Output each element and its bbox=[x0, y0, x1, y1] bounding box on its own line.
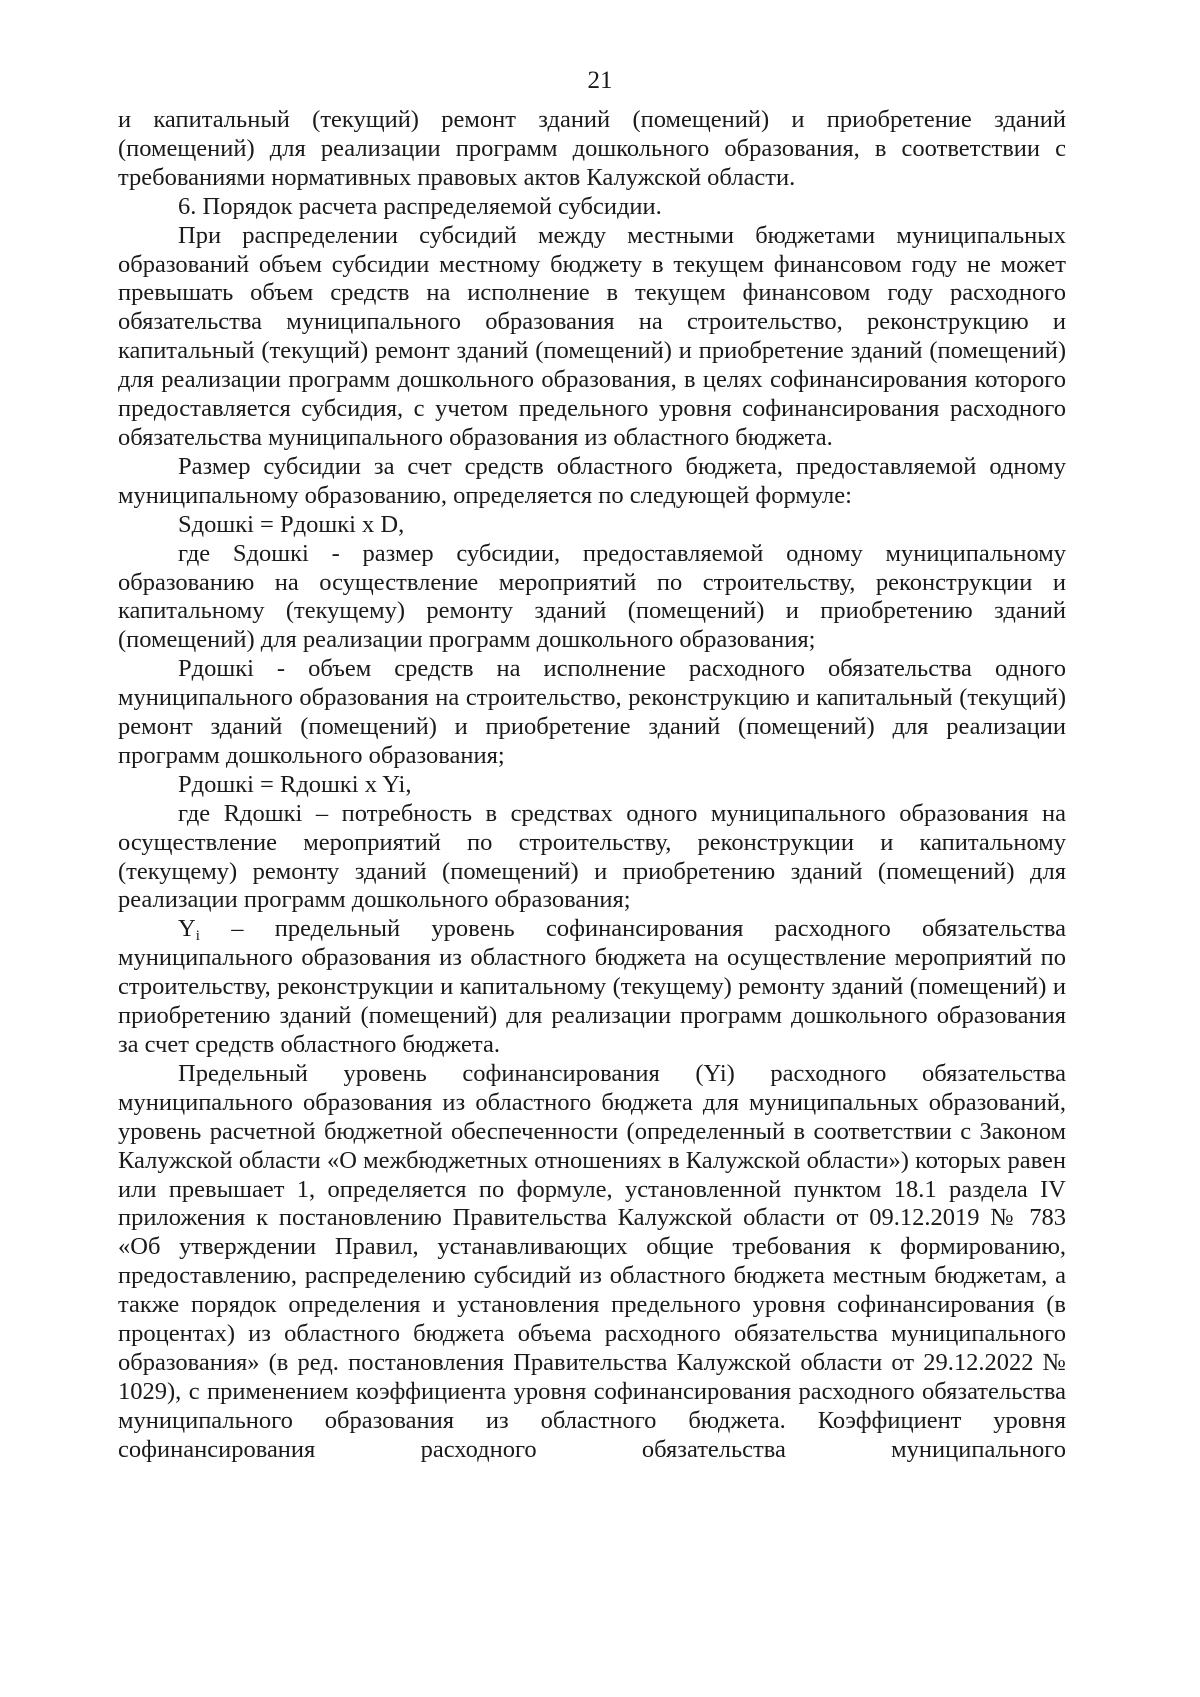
paragraph-p-definition: Pдошкi - объем средств на исполнение расходного обязательства одного муниципального образования на строительство, реконструкцию и капитальный (текущий) ремонт зданий (помещений) и приобретение зданий (помещений) для реализации программ дошкольного образования; bbox=[118, 655, 1066, 769]
paragraph-distribution-rule: При распределении субсидий между местными бюджетами муниципальных образований объем субсидии местному бюджету в текущем финансовом году не может превышать объем средств на исполнение в текущем финансовом году расходного обязательства муниципального образования на строительство, реконструкцию и капитальный (текущий) ремонт зданий (помещений) и приобретение зданий (помещений) для реализации программ дошкольного образования, в целях софинансирования которого предоставляется субсидия, с учетом предельного уровня софинансирования расходного обязательства муниципального образования из областного бюджета. bbox=[118, 221, 1066, 451]
document-body bbox=[118, 106, 1066, 1465]
paragraph-continuation: и капитальный (текущий) ремонт зданий (помещений) и приобретение зданий (помещений) для реализации программ дошкольного образования, в соответствии с требованиями нормативных правовых актов Калужской области. bbox=[118, 106, 1066, 191]
page-number: 21 bbox=[587, 67, 613, 94]
y-definition-text: – предельный уровень софинансирования расходного обязательства муниципального образования из областного бюджета на осуществление мероприятий по строительству, реконструкции и капитальному (текущему) ремонту зданий (помещений) и приобретению зданий (помещений) для реализации программ дошкольного образования за счет средств областного бюджета. bbox=[118, 915, 1066, 1058]
paragraph-y-definition bbox=[118, 915, 1066, 1060]
paragraph-s-definition: где Sдошкi - размер субсидии, предоставляемой одному муниципальному образованию на осуществление мероприятий по строительству, реконструкции и капитальному (текущему) ремонту зданий (помещений) и приобретению зданий (помещений) для реализации программ дошкольного образования; bbox=[118, 539, 1066, 654]
formula-p-doshk: Pдошкi = Rдошкi x Yi, bbox=[178, 770, 412, 798]
section-heading-6: 6. Порядок расчета распределяемой субсидии. bbox=[178, 192, 662, 220]
formula-s-doshk: Sдошкi = Pдошкi x D, bbox=[178, 510, 405, 538]
y-subscript: i bbox=[195, 928, 200, 945]
paragraph-cofinancing-level: Предельный уровень софинансирования (Yi) расходного обязательства муниципального образования из областного бюджета для муниципальных образований, уровень расчетной бюджетной обеспеченности (определенный в соответствии с Законом Калужской области «О межбюджетных отношениях в Калужской области») которых равен или превышает 1, определяется по формуле, установленной пунктом 18.1 раздела IV приложения к постановлению Правительства Калужской области от 09.12.2019 № 783 «Об утверждении Правил, устанавливающих общие требования к формированию, предоставлению, распределению субсидий из областного бюджета местным бюджетам, а также порядок определения и установления предельного уровня софинансирования (в процентах) из областного бюджета объема расходного обязательства муниципального образования» (в ред. постановления Правительства Калужской области от 29.12.2022 № 1029), с применением коэффициента уровня софинансирования расходного обязательства муниципального образования из областного бюджета. Коэффициент уровня софинансирования расходного обязательства муниципального bbox=[118, 1059, 1066, 1463]
y-symbol: Y bbox=[178, 915, 196, 943]
paragraph-r-definition: где Rдошкi – потребность в средствах одного муниципального образования на осуществление мероприятий по строительству, реконструкции и капитальному (текущему) ремонту зданий (помещений) и приобретению зданий (помещений) для реализации программ дошкольного образования; bbox=[118, 799, 1066, 914]
paragraph-subsidy-size: Размер субсидии за счет средств областного бюджета, предоставляемой одному муниципальному образованию, определяется по следующей формуле: bbox=[118, 452, 1066, 509]
